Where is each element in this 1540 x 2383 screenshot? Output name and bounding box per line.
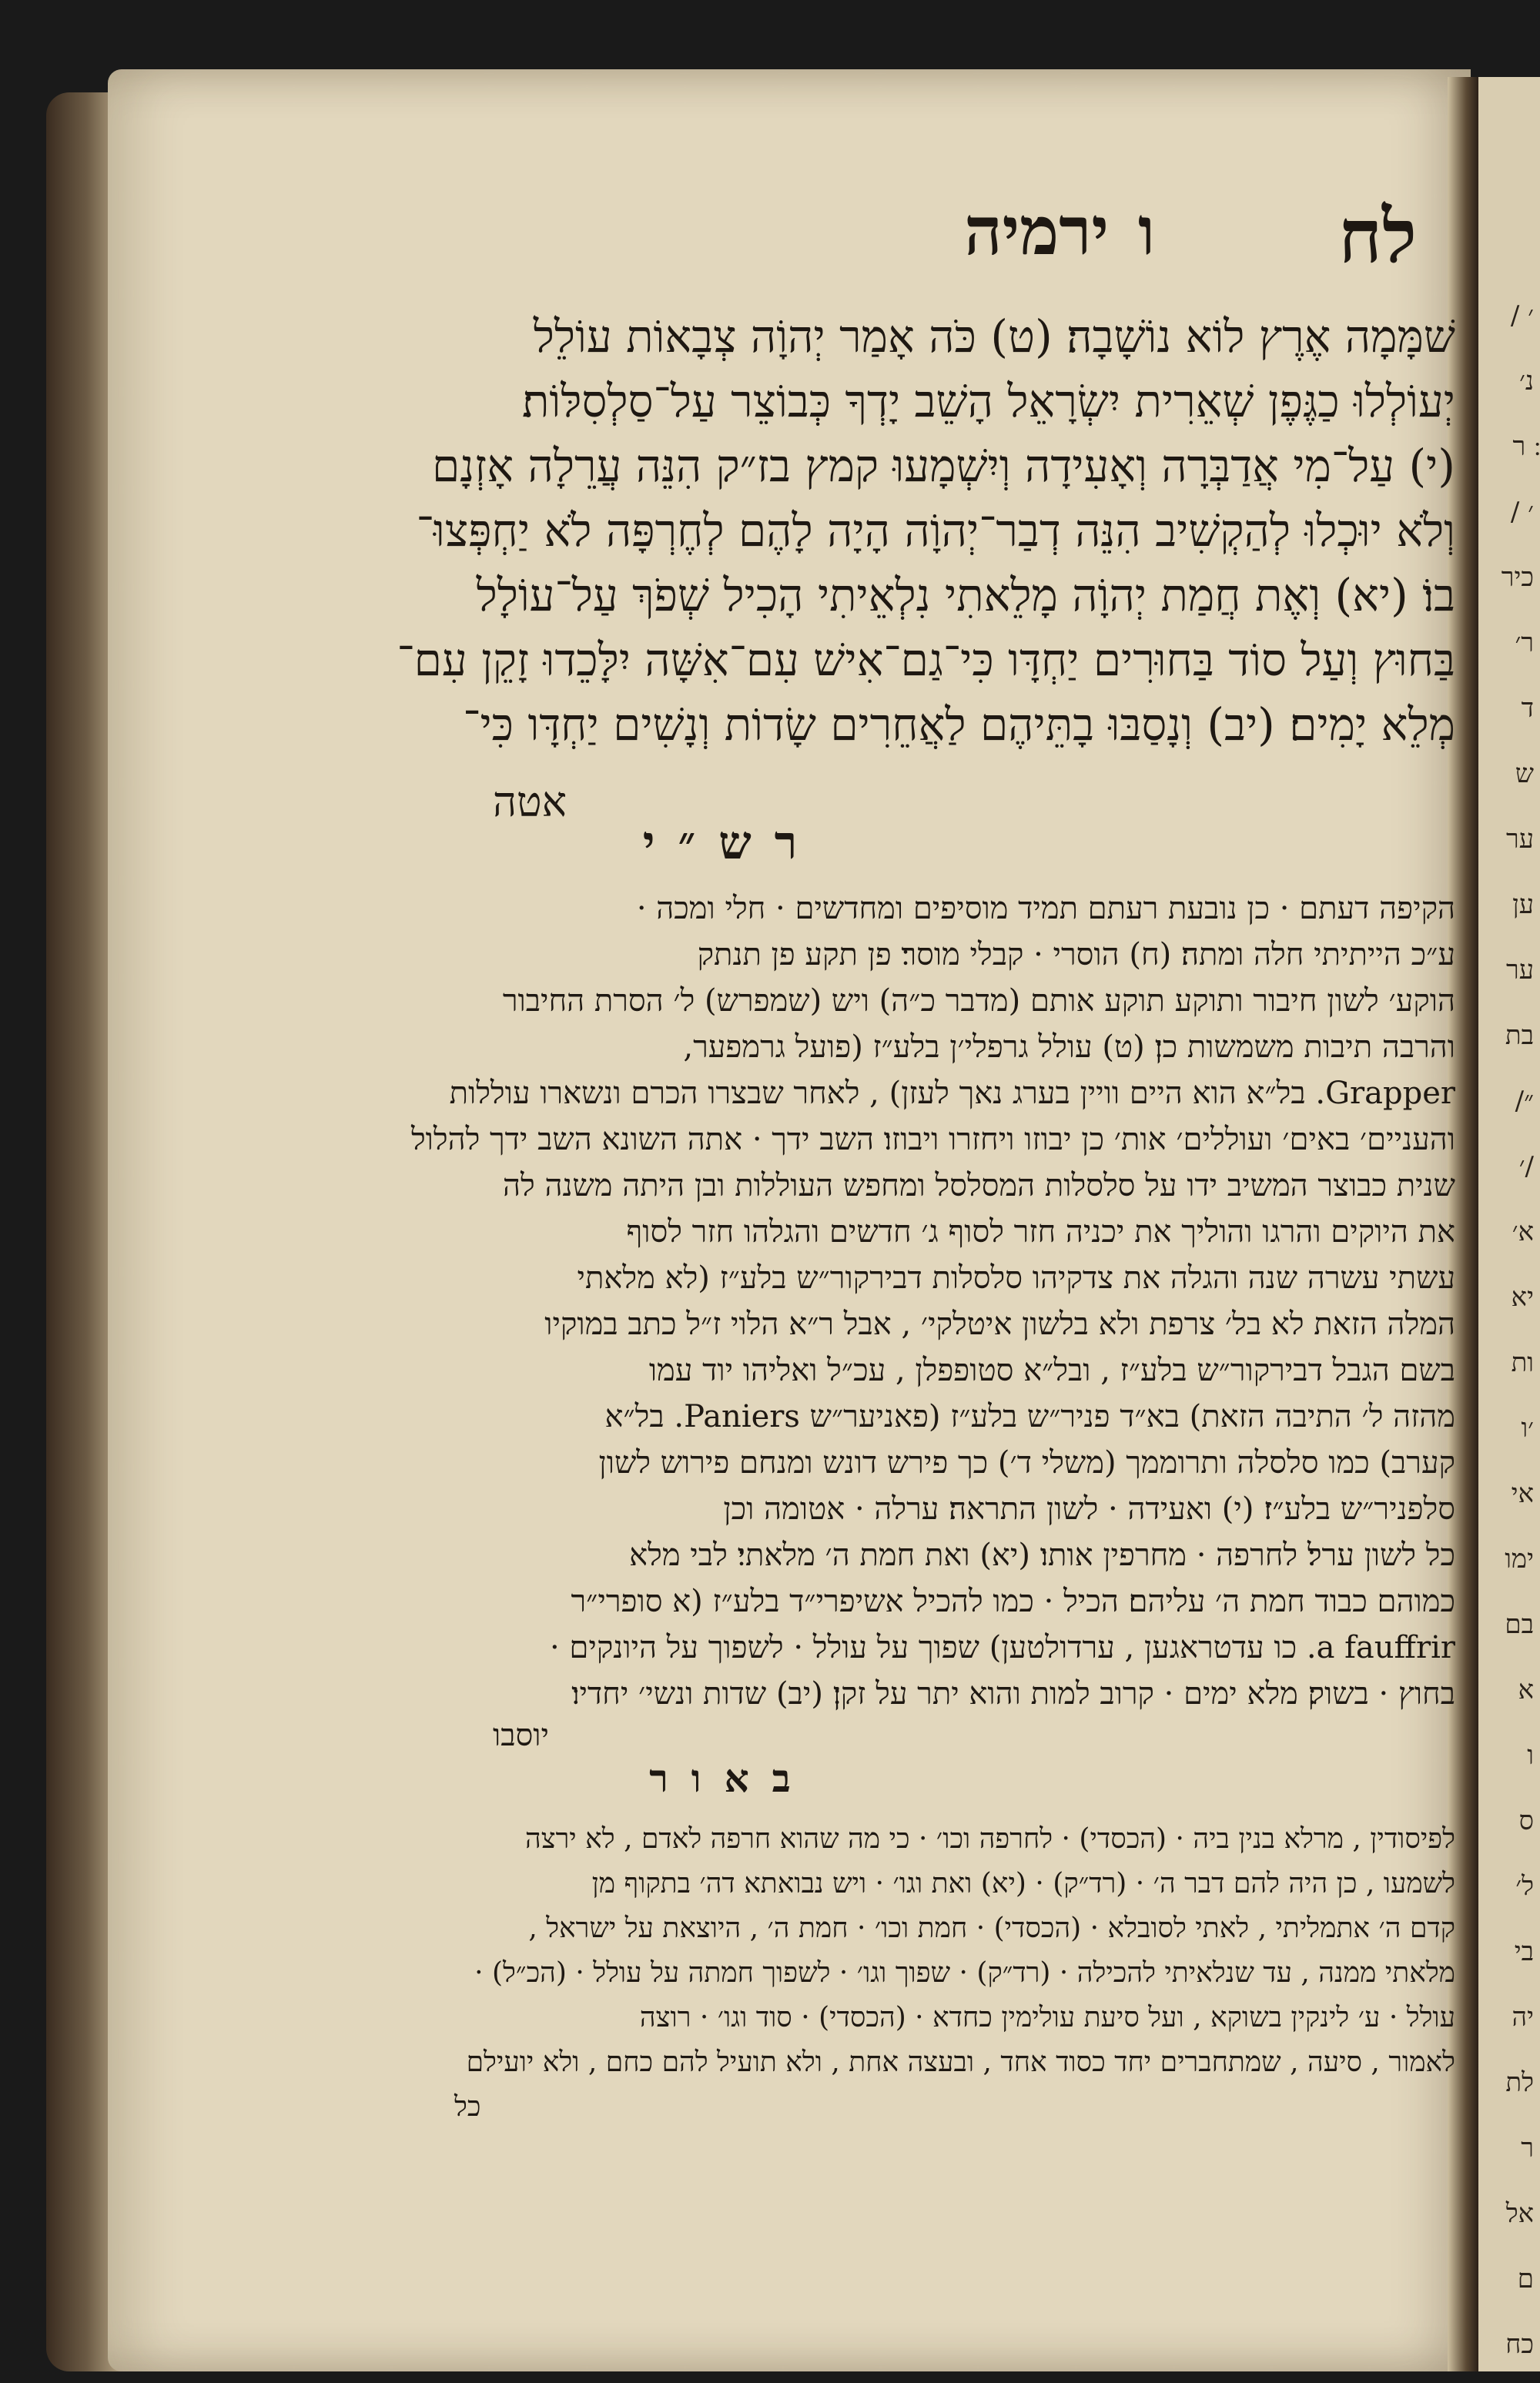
next-page-fragment: /׳ bbox=[1518, 1151, 1534, 1182]
book-name: ירמיה bbox=[964, 192, 1109, 270]
rashi-line: a fauffrir. כו עדטראגען , ערדולטען) שפוך על עולל · לשפוך על היונקים · bbox=[549, 1630, 1455, 1665]
next-page-fragment: בם bbox=[1505, 1609, 1534, 1640]
rashi-catchword: יוסבו bbox=[493, 1718, 549, 1753]
rashi-line: בחוץ · בשוק׃ מלא ימים · קרוב למות והוא יתר על זקן׃ (יב) שדות ונשי׳ יחדיו׃ bbox=[571, 1676, 1455, 1712]
next-page-fragment: ש bbox=[1515, 758, 1534, 789]
next-page-fragment: בי bbox=[1514, 1936, 1534, 1967]
next-page-fragment: ות bbox=[1511, 1347, 1534, 1378]
rashi-line: כמוהם כבוד חמת ה׳ עליהם׃ הכיל · כמו להכיל אשיפרי״ד בלע״ז (א סופרי״ר bbox=[571, 1584, 1455, 1619]
rashi-line: המלה הזאת לא בל׳ צרפת ולא בלשון איטלקי׳ , אבל ר״א הלוי ז״ל כתב במוקיו bbox=[544, 1307, 1455, 1342]
next-page-fragment: א bbox=[1518, 1675, 1534, 1705]
next-page-fragment: ר׳ bbox=[1515, 628, 1534, 658]
rashi-line: הקיפה דעתם · כן נובעת רעתם תמיד מוסיפים ומחדשים · חלי ומכה · bbox=[636, 891, 1455, 926]
page-header bbox=[339, 192, 1417, 285]
rashi-line: סלפניר״ש בלע״ז׃ (י) ואעידה · לשון התראה׃ ערלה · אטומה וכן bbox=[723, 1491, 1455, 1527]
verse-line: בוֹ׃ (יא) וְאֶת חֲמַת יְהוָֹה מָלֵאתִי נִלְאֵיתִי הָכִיל שְׁפֹךְ עַל־עוֹלָל bbox=[476, 569, 1455, 621]
beur-line: קדם ה׳ אתמליתי , לאתי לסובלא · (הכסדי) · חמת וכו׳ · חמת ה׳ , היוצאת על ישראל , bbox=[528, 1913, 1455, 1944]
beur-title: באור bbox=[649, 1755, 814, 1801]
next-page-fragment: ען bbox=[1512, 889, 1534, 920]
verse-line: וְלֹא יוּכְלוּ לְהַקְשִׁיב הִנֵּה דְבַר־יְהוָֹה הָיָה לָהֶם לְחֶרְפָּה לֹא יַחְפְּצוּ־ bbox=[416, 504, 1455, 557]
next-page-fragment: ד bbox=[1521, 693, 1534, 724]
rashi-line: והעניים׳ באים׳ ועוללים׳ אות׳ כן יבוזו ויחזרו ויבוזו׃ השב ידך · אתה השונא השב ידך להלול bbox=[410, 1122, 1455, 1157]
rashi-line: שנית כבוצר המשיב ידו על סלסלות המסלסל ומחפש העוללות ובן היתה משנה לה bbox=[503, 1168, 1455, 1203]
rashi-line: עשתי עשרה שנה והגלה את צדקיהו סלסלות דבירקור״ש בלע״ז (לא מלאתי bbox=[577, 1260, 1455, 1296]
verse-line: שׁמָּמָה אֶרֶץ לוֹא נוֹשָׁבָה׃ (ט) כֹּה אָמַר יְהוָֹה צְבָאוֹת עוֹלֵל bbox=[533, 310, 1455, 363]
verse-block bbox=[362, 304, 1455, 757]
beur-line: עולל · ע׳ לינקין בשוקא , ועל סיעת עולימין כחדא · (הכסדי) · סוד וגו׳ · רוצה bbox=[639, 2002, 1455, 2033]
next-page-fragment: ער bbox=[1506, 824, 1534, 855]
next-page-fragment: יא bbox=[1511, 1282, 1534, 1313]
beur-line: לשמעו , כן היה להם דבר ה׳ · (רד״ק) · (יא) ואת וגו׳ · ויש נבואתא דה׳ בתקוף מן bbox=[591, 1868, 1455, 1899]
next-page-fragment: אי bbox=[1511, 1478, 1534, 1509]
next-page-fragment: ׃ ר bbox=[1512, 431, 1534, 462]
next-page-fragment: אל bbox=[1505, 2198, 1534, 2229]
beur-catchword: כל bbox=[454, 2091, 481, 2123]
next-page-fragment: ל׳ bbox=[1515, 1871, 1534, 1902]
next-page-edge bbox=[1478, 77, 1540, 2371]
beur-line: לאמור , סיעה , שמתחברים יחד כסוד אחד , ובעצה אחת , ולא תועיל להם כחם , ולא יועילם bbox=[466, 2047, 1455, 2078]
next-page-fragment: ״/ bbox=[1515, 1086, 1534, 1116]
beur-block bbox=[362, 1817, 1455, 2085]
rashi-block bbox=[362, 885, 1455, 1717]
beur-line: מלאתי ממנה , עד שנלאיתי להכילה · (רד״ק) · שפוך וגו׳ · לשפוך חמתה על עולל · (הכ״ל) · bbox=[474, 1957, 1455, 1989]
next-page-fragment: ׳ / bbox=[1510, 497, 1534, 527]
next-page-fragment: ימו bbox=[1505, 1544, 1534, 1575]
next-page-fragment: ׳ו bbox=[1521, 1413, 1534, 1444]
rashi-line: כל לשון ערל׃ לחרפה · מחרפין אותו׃ (יא) ואת חמת ה׳ מלאתי׃ לבי מלא bbox=[629, 1538, 1455, 1573]
verse-line: מְלֵא יָמִים׃ (יב) וְנָסַבּוּ בָתֵּיהֶם לַאֲחֵרִים שָׂדוֹת וְנָשִׁים יַחְדָּו כִּי־ bbox=[463, 698, 1455, 751]
verse-catchword: אטה bbox=[493, 778, 567, 826]
rashi-line: מהזה ל׳ התיבה הזאת) בא״ד פניר״ש בלע״ז (פאניער״ש Paniers. בל״א bbox=[604, 1399, 1455, 1434]
verse-line: (י) עַל־מִי אֲדַבְּרָה וְאָעִידָה וְיִשְׁמָעוּ קמץ בז״ק הִנֵּה עֲרֵלָה אָזְנָם bbox=[432, 440, 1455, 492]
beur-line: לפיסודין , מרלא בנין ביה · (הכסדי) · לחרפה וכו׳ · כי מה שהוא חרפה לאדם , לא ירצה bbox=[525, 1823, 1455, 1855]
rashi-line: והרבה תיבות משמשות כן׃ (ט) עולל גרפלי׳ן בלע״ז (פועל גרמפער, bbox=[683, 1029, 1455, 1065]
next-page-fragment: ר bbox=[1521, 2133, 1534, 2164]
next-page-fragment: נ׳ bbox=[1519, 366, 1534, 397]
next-page-fragment: לת bbox=[1505, 2067, 1534, 2098]
rashi-line: את היוקים והרגו והוליך את יכניה חזר לסוף ג׳ חדשים והגלהו חזר לסוף bbox=[626, 1214, 1455, 1250]
chapter-number: ו bbox=[1137, 192, 1155, 270]
next-page-fragment: יה bbox=[1512, 2002, 1534, 2033]
next-page-fragment: ס bbox=[1518, 1806, 1534, 1836]
rashi-line: ע״כ הייתיתי חלה ומתה׃ (ח) הוסרי · קבלי מוסר׃ פן תקע פן תנתק bbox=[697, 937, 1455, 972]
rashi-line: קערב) כמו סלסלה ותרוממך (משלי ד׳) כך פירש דונש ומנחם פירוש לשון bbox=[598, 1445, 1455, 1481]
verse-line: בַּחוּץ וְעַל סוֹד בַּחוּרִים יַחְדָּו כִּי־גַם־אִישׁ עִם־אִשָּׁה יִלָּכֵדוּ זָקֵן עִם־ bbox=[397, 634, 1455, 686]
rashi-line: בשם הגבל דבירקור״ש בלע״ז , ובל״א סטופפלן , עכ״ל ואליהו יוד עמו bbox=[648, 1353, 1455, 1388]
page-number: לח bbox=[1338, 192, 1417, 279]
next-page-fragment: ער bbox=[1506, 955, 1534, 986]
next-page-fragment: בת bbox=[1505, 1020, 1534, 1051]
verse-line: יְעוֹלְלוּ כַגֶּפֶן שְׁאֵרִית יִשְׂרָאֵל הָשֵׁב יָדְךָ כְּבוֹצֵר עַל־סַלְסִלּוֹת׃ bbox=[522, 375, 1455, 427]
next-page-fragment: ם bbox=[1517, 2264, 1534, 2294]
next-page-fragment: ו bbox=[1527, 1740, 1534, 1771]
next-page-fragment: א׳ bbox=[1512, 1217, 1534, 1247]
rashi-line: Grapper. בל״א הוא היים וויין בערג נאך לעזן) , לאחר שבצרו הכרם ונשארו עוללות bbox=[449, 1076, 1455, 1111]
rashi-title: רש״י bbox=[642, 816, 821, 870]
next-page-fragment: כיר bbox=[1501, 562, 1534, 593]
rashi-line: הוקע׳ לשון חיבור ותוקע תוקע אותם (מדבר כ״ה) ויש (שמפרש) ל׳ הסרת החיבור bbox=[502, 983, 1455, 1019]
next-page-fragment: כח bbox=[1505, 2329, 1534, 2360]
next-page-fragment: ׳ / bbox=[1510, 300, 1534, 331]
